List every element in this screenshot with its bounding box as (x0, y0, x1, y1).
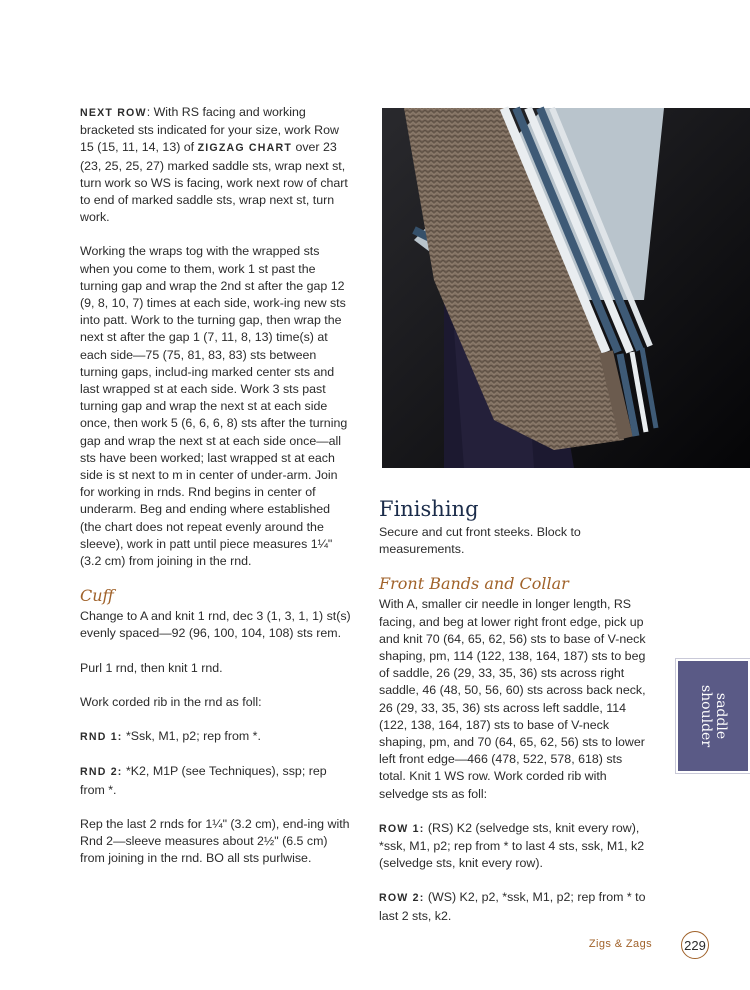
rnd-2-lead: RND 2: (80, 766, 123, 779)
left-column (80, 104, 352, 884)
cuff-paragraph-3: Work corded rib in the rnd as foll: (80, 694, 262, 709)
cuff-paragraph-4: Rep the last 2 rnds for 1¼" (3.2 cm), end-ing with Rnd 2—sleeve measures about 2½" (6.5 cm) from joining in the rnd. BO all sts purlwise. (80, 816, 350, 866)
sleeve-photo-illustration (374, 100, 750, 468)
side-tab-line-2: shoulder (698, 684, 714, 748)
zigzag-chart-name: ZIGZAG CHART (197, 142, 292, 155)
cuff-paragraph-2: Purl 1 rnd, then knit 1 rnd. (80, 660, 223, 675)
side-tab-label (698, 685, 728, 747)
footer-book-title: Zigs & Zags (588, 938, 652, 950)
row-1-lead: ROW 1: (379, 822, 425, 835)
front-bands-heading: Front Bands and Collar (379, 574, 569, 594)
front-bands-paragraph: With A, smaller cir needle in longer length, RS facing, and beg at lower right front edge, pick up and knit 70 (64, 65, 62, 56) sts to base of V-neck shaping, pm, 114 (122, 138, 164, 187) sts to beg of saddle, 26 (29, 33, 35, 36) sts across right saddle, 46 (48, 50, 56, 60) sts across back neck, 26 (29, 33, 35, 36) sts across left saddle, 114 (122, 138, 164, 187) sts to base of V-neck shaping, pm, and 70 (64, 65, 62, 56) sts to lower left front edge—466 (478, 522, 578, 618) sts total. Knit 1 WS row. Work corded rib with selvedge sts as foll: (379, 597, 646, 801)
finishing-heading: Finishing (379, 497, 479, 521)
row-2-lead: ROW 2: (379, 892, 425, 905)
cuff-heading: Cuff (80, 586, 114, 606)
bands-row-1 (379, 820, 651, 873)
right-column (379, 496, 651, 942)
finishing-paragraph: Secure and cut front steeks. Block to measurements. (379, 525, 581, 557)
cuff-rnd-2 (80, 763, 352, 798)
side-tab-line-1: saddle (713, 692, 729, 740)
next-row-text-a: : With RS facing and working bracketed sts indicated for your size, work Row 15 (15, 11, 14, 13) of (80, 105, 339, 155)
rnd-1-lead: RND 1: (80, 731, 123, 744)
rnd-2-text: *K2, M1P (see Techniques), ssp; rep from *. (80, 764, 327, 797)
page-number: 229 (681, 931, 709, 959)
next-row-paragraph (80, 104, 352, 226)
next-row-lead: NEXT ROW (80, 107, 147, 119)
row-1-text: (RS) K2 (selvedge sts, knit every row), *ssk, M1, p2; rep from * to last 4 sts, ssk, M1, k2 (selvedge sts, knit every row). (379, 820, 645, 871)
next-row-text-b: over 23 (23, 25, 25, 27) marked saddle sts, wrap next st, turn work so WS is facing, work next row of chart to end of marked saddle sts, wrap next st, turn work. (80, 140, 348, 225)
rnd-1-text: *Ssk, M1, p2; rep from *. (122, 729, 261, 744)
chapter-side-tab (676, 659, 750, 773)
row-2-text: (WS) K2, p2, *ssk, M1, p2; rep from * to last 2 sts, k2. (379, 890, 646, 923)
wraps-paragraph: Working the wraps tog with the wrapped sts when you come to them, work 1 st past the turning gap and wrap the 2nd st after the gap 12 (9, 8, 10, 7) times at each side, work-ing new sts into patt. Work to the turning gap, then wrap the next st after the gap 1 (7, 11, 8, 13) time(s) at each side—75 (75, 81, 83, 83) sts between turning gaps, includ-ing marked center sts and last wrapped st at each side. Work 3 sts past turning gap and wrap the next st at each side once, then work 5 (6, 6, 6, 8) sts after the turning gap and wrap the next st at each side once—all sts have been worked; last wrapped st at each side is st next to m in center of under-arm. Join for working in rnds. Rnd begins in center of underarm. Beg and ending where established (the chart does not repeat evenly around the sleeve), work in patt until piece measures 1¼" (3.2 cm) from joining in the rnd. (80, 244, 348, 569)
sleeve-cuff-photo (374, 100, 750, 468)
bands-row-2 (379, 889, 651, 924)
cuff-paragraph-1: Change to A and knit 1 rnd, dec 3 (1, 3, 1, 1) st(s) evenly spaced—92 (96, 100, 104, 108) sts rem. (80, 609, 351, 641)
cuff-rnd-1 (80, 728, 352, 746)
